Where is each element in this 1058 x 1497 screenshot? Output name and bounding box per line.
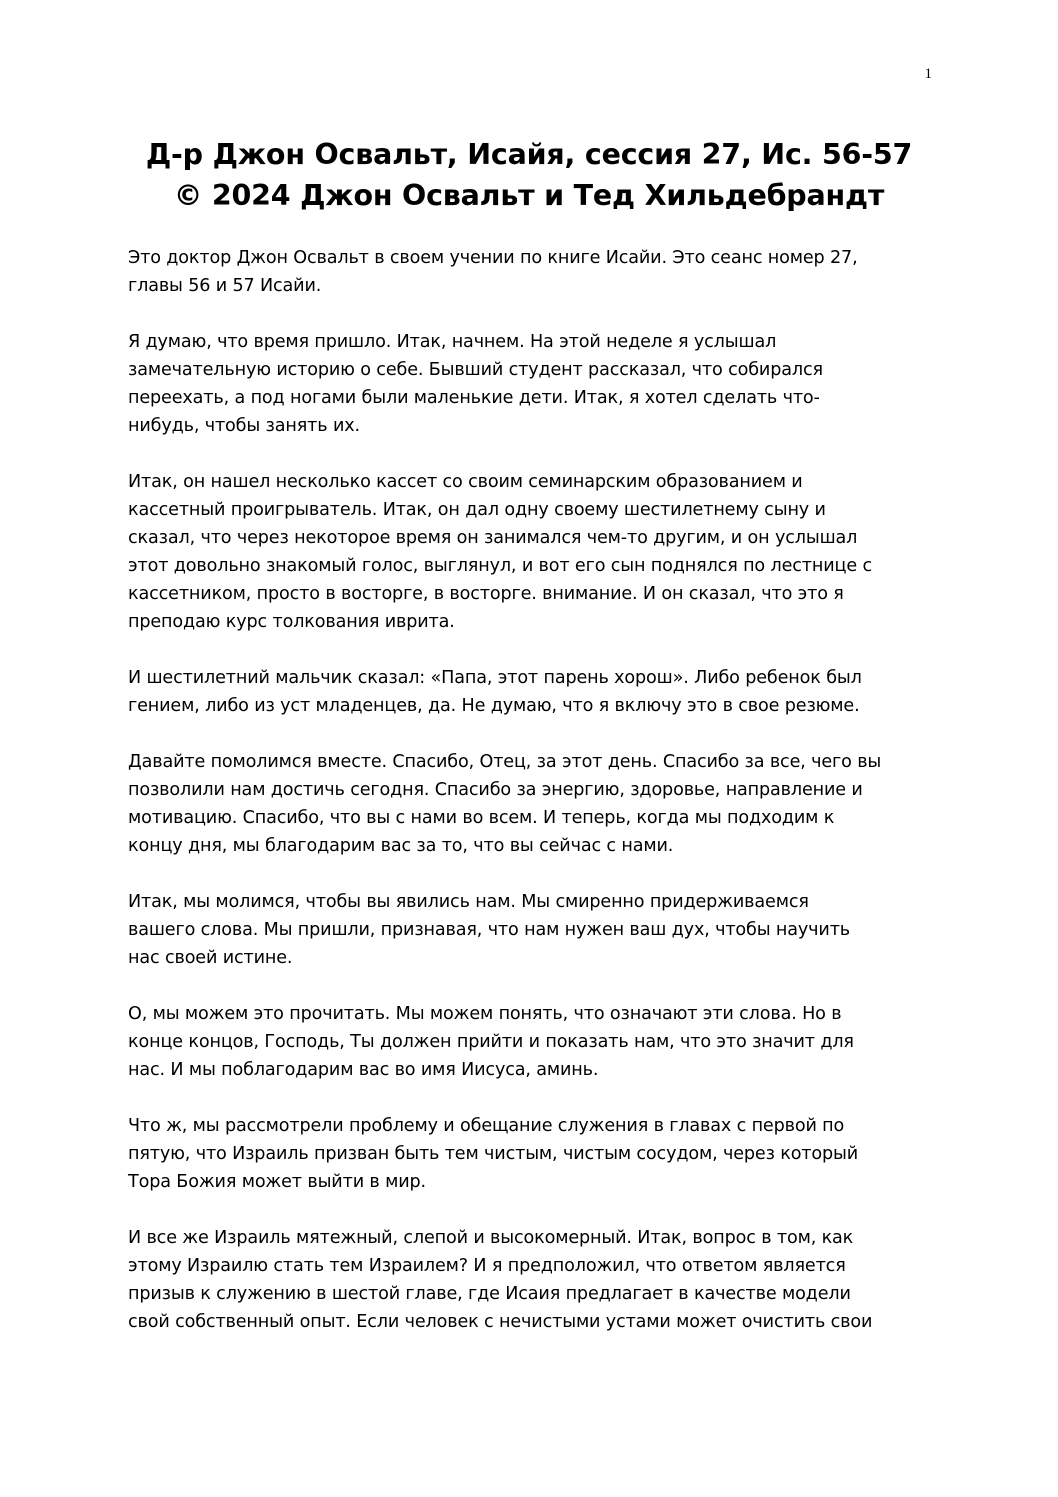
- text-line: главы 56 и 57 Исайи.: [128, 276, 322, 296]
- text-line: Что ж, мы рассмотрели проблему и обещание служения в главах с первой по: [128, 1116, 845, 1136]
- text-line: переехать, а под ногами были маленькие дети. Итак, я хотел сделать что-: [128, 388, 820, 408]
- text-line: преподаю курс толкования иврита.: [128, 612, 455, 632]
- paragraph: [128, 1112, 928, 1196]
- text-line: нас своей истине.: [128, 948, 293, 968]
- title-line-2: © 2024 Джон Освальт и Тед Хильдебрандт: [173, 179, 885, 212]
- document-title: [0, 134, 1058, 216]
- paragraph: [128, 328, 928, 440]
- text-line: Давайте помолимся вместе. Спасибо, Отец, за этот день. Спасибо за все, чего вы: [128, 752, 882, 772]
- text-line: кассетный проигрыватель. Итак, он дал одну своему шестилетнему сыну и: [128, 500, 826, 520]
- text-line: О, мы можем это прочитать. Мы можем понять, что означают эти слова. Но в: [128, 1004, 842, 1024]
- paragraph: [128, 1000, 928, 1084]
- text-line: призыв к служению в шестой главе, где Исаия предлагает в качестве модели: [128, 1284, 851, 1304]
- paragraph: [128, 664, 928, 720]
- text-line: свой собственный опыт. Если человек с нечистыми устами может очистить свои: [128, 1312, 873, 1332]
- paragraph: [128, 1224, 928, 1336]
- text-line: Я думаю, что время пришло. Итак, начнем. На этой неделе я услышал: [128, 332, 777, 352]
- text-line: кассетником, просто в восторге, в восторге. внимание. И он сказал, что это я: [128, 584, 844, 604]
- text-line: И шестилетний мальчик сказал: «Папа, этот парень хорош». Либо ребенок был: [128, 668, 862, 688]
- text-line: Итак, мы молимся, чтобы вы явились нам. Мы смиренно придерживаемся: [128, 892, 809, 912]
- title-line-1: Д-р Джон Освальт, Исайя, сессия 27, Ис. 56-57: [145, 138, 913, 171]
- text-line: нибудь, чтобы занять их.: [128, 416, 360, 436]
- text-line: вашего слова. Мы пришли, признавая, что нам нужен ваш дух, чтобы научить: [128, 920, 851, 940]
- text-line: И все же Израиль мятежный, слепой и высокомерный. Итак, вопрос в том, как: [128, 1228, 854, 1248]
- text-line: Это доктор Джон Освальт в своем учении по книге Исайи. Это сеанс номер 27,: [128, 248, 858, 268]
- text-line: конце концов, Господь, Ты должен прийти и показать нам, что это значит для: [128, 1032, 854, 1052]
- document-body: [128, 244, 928, 1364]
- text-line: Тора Божия может выйти в мир.: [128, 1172, 426, 1192]
- page-number: 1: [924, 66, 932, 82]
- text-line: гением, либо из уст младенцев, да. Не думаю, что я включу это в свое резюме.: [128, 696, 860, 716]
- paragraph: [128, 888, 928, 972]
- text-line: этот довольно знакомый голос, выглянул, и вот его сын поднялся по лестнице с: [128, 556, 872, 576]
- text-line: пятую, что Израиль призван быть тем чистым, чистым сосудом, через который: [128, 1144, 859, 1164]
- text-line: концу дня, мы благодарим вас за то, что вы сейчас с нами.: [128, 836, 674, 856]
- text-line: позволили нам достичь сегодня. Спасибо за энергию, здоровье, направление и: [128, 780, 863, 800]
- text-line: Итак, он нашел несколько кассет со своим семинарским образованием и: [128, 472, 803, 492]
- text-line: замечательную историю о себе. Бывший студент рассказал, что собирался: [128, 360, 823, 380]
- text-line: мотивацию. Спасибо, что вы с нами во всем. И теперь, когда мы подходим к: [128, 808, 835, 828]
- text-line: нас. И мы поблагодарим вас во имя Иисуса, аминь.: [128, 1060, 599, 1080]
- text-line: сказал, что через некоторое время он занимался чем-то другим, и он услышал: [128, 528, 858, 548]
- text-line: этому Израилю стать тем Израилем? И я предположил, что ответом является: [128, 1256, 846, 1276]
- paragraph: [128, 748, 928, 860]
- paragraph: [128, 468, 928, 636]
- paragraph: [128, 244, 928, 300]
